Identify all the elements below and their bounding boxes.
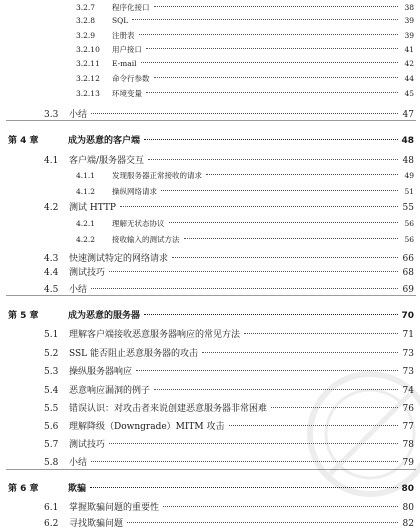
- toc-page-number: 68: [402, 268, 414, 278]
- dot-leader: [229, 425, 398, 426]
- toc-page-number: 71: [402, 330, 414, 340]
- toc-entry-number: 4.3: [44, 254, 59, 264]
- dot-leader: [154, 389, 398, 390]
- toc-entry-title: 成为恶意的客户端: [68, 136, 141, 146]
- toc-entry-number: 第 4 章: [8, 136, 39, 146]
- toc-entry-row[interactable]: [44, 437, 414, 450]
- toc-entry-title: 欺骗: [68, 484, 87, 494]
- toc-entry-row[interactable]: [76, 2, 414, 13]
- toc-page-number: 55: [402, 203, 414, 213]
- toc-page-number: 51: [404, 187, 414, 196]
- toc-entry-title: 发现服务器正常接收的请求: [112, 171, 202, 180]
- dot-leader: [154, 77, 399, 78]
- toc-page-number: 73: [402, 367, 414, 377]
- toc-chapter-row[interactable]: [8, 133, 414, 146]
- dot-leader: [139, 34, 399, 35]
- toc-page-number: 82: [402, 519, 414, 529]
- dot-leader: [184, 238, 399, 239]
- toc-page-number: 77: [402, 422, 414, 432]
- toc-page-number: 73: [402, 349, 414, 359]
- dot-leader: [136, 370, 398, 371]
- dot-leader: [144, 139, 398, 140]
- toc-entry-row[interactable]: [76, 218, 414, 229]
- toc-page-number: 69: [402, 285, 414, 295]
- toc-page-number: 42: [404, 59, 414, 68]
- toc-page-number: 41: [404, 45, 414, 54]
- toc-entry-row[interactable]: [44, 265, 414, 278]
- toc-entry-row[interactable]: [76, 88, 414, 99]
- toc-entry-title: 测试技巧: [69, 268, 106, 278]
- toc-entry-number: 6.1: [44, 503, 59, 513]
- dot-leader: [109, 443, 398, 444]
- toc-page-number: 39: [404, 31, 414, 40]
- toc-entry-title: 测试技巧: [69, 440, 106, 450]
- toc-page-number: 78: [402, 440, 414, 450]
- toc-entry-row[interactable]: [76, 30, 414, 41]
- toc-entry-number: 5.8: [44, 458, 59, 468]
- toc-entry-title: SSL 能否阻止恶意服务器的攻击: [69, 349, 199, 359]
- toc-entry-title: SQL: [112, 16, 129, 25]
- toc-entry-title: 命令行参数: [112, 74, 150, 83]
- toc-entry-row[interactable]: [44, 516, 414, 529]
- toc-entry-row[interactable]: [76, 59, 414, 68]
- toc-entry-title: 成为恶意的服务器: [68, 311, 141, 321]
- toc-entry-row[interactable]: [76, 44, 414, 55]
- toc-chapter-row[interactable]: [8, 308, 414, 321]
- toc-page-number: 56: [404, 235, 414, 244]
- toc-page-number: 74: [402, 386, 414, 396]
- dot-leader: [109, 271, 398, 272]
- toc-entry-number: 4.1.1: [76, 171, 96, 180]
- dot-leader: [132, 19, 398, 20]
- dot-leader: [202, 352, 398, 353]
- toc-entry-title: 小结: [69, 285, 88, 295]
- chapter-divider: [6, 469, 416, 470]
- toc-page-number: 38: [404, 3, 414, 12]
- toc-entry-row[interactable]: [44, 419, 414, 432]
- toc-entry-number: 5.6: [44, 422, 59, 432]
- toc-page-number: 79: [402, 458, 414, 468]
- toc-entry-title: 操纵服务器响应: [69, 367, 133, 377]
- toc-entry-row[interactable]: [44, 383, 414, 396]
- toc-page-number: 48: [402, 156, 414, 166]
- toc-entry-row[interactable]: [44, 500, 414, 513]
- toc-entry-title: 用户接口: [112, 45, 142, 54]
- dot-leader: [148, 159, 398, 160]
- toc-entry-number: 3.2.10: [76, 45, 100, 54]
- dot-leader: [271, 407, 398, 408]
- toc-entry-title: 接收输入的测试方法: [112, 235, 180, 244]
- toc-page-number: 80: [402, 503, 414, 513]
- dot-leader: [91, 288, 398, 289]
- toc-entry-row[interactable]: [44, 401, 414, 414]
- dot-leader: [163, 506, 398, 507]
- dot-leader: [127, 522, 398, 523]
- toc-chapter-row[interactable]: [8, 481, 414, 494]
- toc-entry-number: 3.2.7: [76, 3, 96, 12]
- toc-entry-title: 测试 HTTP: [69, 203, 116, 213]
- toc-page-number: 48: [401, 136, 414, 146]
- toc-entry-number: 4.2.2: [76, 235, 96, 244]
- toc-page-number: 45: [404, 89, 414, 98]
- dot-leader: [146, 48, 398, 49]
- toc-entry-title: 寻找欺骗问题: [69, 519, 124, 529]
- chapter-divider: [6, 120, 416, 121]
- toc-entry-number: 3.2.11: [76, 59, 100, 68]
- toc-page-number: 47: [402, 110, 414, 120]
- dot-leader: [144, 314, 398, 315]
- chapter-divider: [6, 295, 416, 296]
- toc-entry-number: 3.3: [44, 110, 59, 120]
- dot-leader: [244, 333, 398, 334]
- toc-entry-number: 4.1: [44, 156, 59, 166]
- toc-page-number: 70: [401, 311, 414, 321]
- toc-entry-number: 5.4: [44, 386, 59, 396]
- dot-leader: [146, 92, 398, 93]
- dot-leader: [91, 113, 398, 114]
- toc-entry-row[interactable]: [44, 455, 414, 468]
- toc-entry-number: 4.2.1: [76, 219, 96, 228]
- toc-entry-row[interactable]: [76, 170, 414, 181]
- toc-entry-row[interactable]: [44, 251, 414, 264]
- toc-entry-title: 程序化接口: [112, 3, 150, 12]
- dot-leader: [206, 174, 398, 175]
- toc-entry-number: 3.2.13: [76, 89, 100, 98]
- toc-entry-row[interactable]: [44, 200, 414, 213]
- toc-entry-row[interactable]: [44, 282, 414, 295]
- toc-entry-number: 5.2: [44, 349, 59, 359]
- toc-entry-number: 5.7: [44, 440, 59, 450]
- toc-entry-number: 5.5: [44, 404, 59, 414]
- toc-entry-row[interactable]: [76, 16, 414, 25]
- toc-entry-title: 理解客户端接收恶意服务器响应的常见方法: [69, 330, 241, 340]
- toc-page-number: 49: [404, 171, 414, 180]
- toc-entry-number: 3.2.8: [76, 16, 96, 25]
- toc-entry-number: 5.3: [44, 367, 59, 377]
- toc-entry-number: 3.2.12: [76, 74, 100, 83]
- toc-page-number: 80: [401, 484, 414, 494]
- toc-entry-row[interactable]: [44, 107, 414, 120]
- toc-page-number: 44: [404, 74, 414, 83]
- toc-entry-number: 4.4: [44, 268, 59, 278]
- toc-entry-title: 理解降级（Downgrade）MITM 攻击: [69, 422, 225, 432]
- toc-entry-title: 小结: [69, 458, 88, 468]
- toc-entry-number: 4.5: [44, 285, 59, 295]
- toc-entry-title: 小结: [69, 110, 88, 120]
- toc-entry-row[interactable]: [44, 346, 414, 359]
- toc-entry-row[interactable]: [44, 327, 414, 340]
- toc-entry-title: E-mail: [112, 59, 137, 68]
- toc-entry-row[interactable]: [44, 153, 414, 166]
- toc-entry-title: 快速测试特定的网络请求: [69, 254, 169, 264]
- dot-leader: [172, 257, 398, 258]
- toc-page-number: 76: [402, 404, 414, 414]
- toc-entry-row[interactable]: [76, 73, 414, 84]
- toc-entry-title: 操纵网络请求: [112, 187, 157, 196]
- toc-entry-title: 错误认识：对攻击者来说创建恶意服务器非常困难: [69, 404, 268, 414]
- toc-entry-title: 掌握欺骗问题的重要性: [69, 503, 160, 513]
- toc-entry-title: 注册表: [112, 31, 135, 40]
- toc-entry-row[interactable]: [76, 186, 414, 197]
- dot-leader: [90, 487, 398, 488]
- toc-entry-row[interactable]: [76, 234, 414, 245]
- toc-page-number: 39: [404, 16, 414, 25]
- dot-leader: [120, 206, 398, 207]
- dot-leader: [161, 190, 398, 191]
- toc-entry-number: 4.1.2: [76, 187, 96, 196]
- toc-page-number: 56: [404, 219, 414, 228]
- toc-entry-title: 环境变量: [112, 89, 142, 98]
- dot-leader: [154, 6, 399, 7]
- dot-leader: [169, 222, 399, 223]
- toc-entry-number: 第 5 章: [8, 311, 39, 321]
- toc-entry-number: 4.2: [44, 203, 59, 213]
- toc-entry-number: 6.2: [44, 519, 59, 529]
- toc-page-number: 66: [402, 254, 414, 264]
- toc-entry-title: 恶意响应漏洞的例子: [69, 386, 151, 396]
- toc-entry-row[interactable]: [44, 364, 414, 377]
- dot-leader: [91, 461, 398, 462]
- toc-entry-number: 3.2.9: [76, 31, 96, 40]
- toc-entry-number: 第 6 章: [8, 484, 39, 494]
- toc-entry-number: 5.1: [44, 330, 59, 340]
- toc-entry-title: 客户端/服务器交互: [69, 156, 145, 166]
- dot-leader: [141, 62, 398, 63]
- toc-entry-title: 理解无状态协议: [112, 219, 165, 228]
